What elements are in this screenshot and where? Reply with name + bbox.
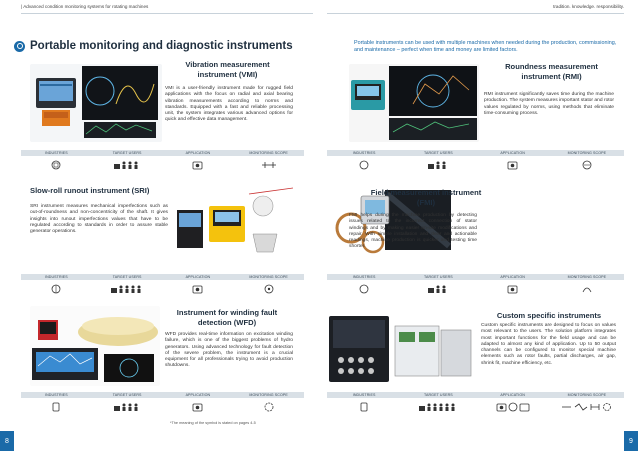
field-icon [581, 284, 593, 294]
machine-icon [507, 284, 519, 294]
csi-title: Custom specific instruments [496, 311, 602, 320]
vmi-icon-row [21, 158, 304, 172]
vmi-photo [30, 64, 162, 142]
fmi-title: Field measurement instrument (FMI) [370, 188, 482, 207]
wfd-photo [30, 306, 160, 386]
right-page [319, 0, 638, 451]
page-title: Portable monitoring and diagnostic instruments [30, 40, 293, 52]
sri-icon-row [21, 282, 304, 296]
roundness-icon [581, 160, 593, 170]
header-rule [21, 13, 313, 14]
phone-icon [360, 402, 368, 412]
target-icon [14, 41, 25, 52]
rmi-icon-row [327, 158, 624, 172]
wfd-body: WFD provides real-time information on excitation winding failure, which is one of the biggest problems of hydro generators. Using advanced technology for fault detection of the severe problem, the instrument is a crucial equipment for all professionals trying to avoid production shutdowns. [165, 332, 293, 369]
rmi-photo [349, 64, 479, 142]
phone-icon [52, 402, 60, 412]
users-icon [110, 284, 144, 294]
winding-icon [264, 402, 274, 412]
wfd-icon-row [21, 400, 304, 414]
hydro-icon [359, 284, 369, 294]
csi-category-bar: INDUSTRIES TARGET USERS APPLICATION MONITORING SCOPE [327, 392, 624, 398]
users-icon [427, 284, 449, 294]
vmi-category-bar: INDUSTRIES TARGET USERS APPLICATION MONITORING SCOPE [21, 150, 304, 156]
shaft-icon [262, 284, 276, 294]
rmi-title: Roundness measurement instrument (RMI) [505, 62, 598, 81]
fmi-body: FMI helps during the machine production by detecting issues related to the incorrect connection of stator windings and by making easier on-site modifications and repair. With simple installation and clear and actionable readings, machine production is quicker and testing time shorter. [349, 213, 477, 250]
csi-body: Custom specific instruments are designed to focus on values most relevant to the users. The solution platform integrates most important functions for the field usage and can be adapted to almost any kind of application. Up to 50 output channels can be configured to monitor special machine elements such as rotor faults, partial discharges, air gap, shrink fit, machine efficiency, etc. [481, 323, 616, 366]
csi-icon-row [327, 400, 624, 414]
users-icon [418, 402, 458, 412]
users-icon [113, 402, 141, 412]
users-icon [427, 160, 449, 170]
footnote: *The meaning of the symbol is stated on pages 4-5 [170, 421, 256, 425]
running-header-right: tradition. knowledge. responsibility. [553, 4, 624, 9]
sri-title: Slow-roll runout instrument (SRI) [30, 186, 150, 195]
machines-icon [496, 402, 530, 412]
scope-icons [561, 402, 613, 412]
wfd-category-bar: INDUSTRIES TARGET USERS APPLICATION MONITORING SCOPE [21, 392, 304, 398]
wfd-title: Instrument for winding fault detection (WFD) [176, 308, 278, 327]
hydro-icon [51, 284, 61, 294]
machine-icon [192, 160, 204, 170]
vmi-title: Vibration measurement instrument (VMI) [185, 60, 270, 79]
bearing-icon [261, 160, 277, 170]
rmi-category-bar: INDUSTRIES TARGET USERS APPLICATION MONITORING SCOPE [327, 150, 624, 156]
hydro-icon [51, 160, 61, 170]
sri-category-bar: INDUSTRIES TARGET USERS APPLICATION MONITORING SCOPE [21, 274, 304, 280]
page-number-left: 8 [0, 431, 14, 451]
header-rule [327, 13, 624, 14]
main-heading [14, 40, 293, 52]
rmi-body: RMI instrument significantly saves time during the machine production. The system measures important stator and rotor values regulated by norms, using methods that eliminate time-consuming process. [484, 92, 614, 116]
page-number-right: 9 [624, 431, 638, 451]
running-header-left: | Advanced condition monitoring systems for rotating machines [21, 4, 149, 9]
machine-icon [192, 402, 204, 412]
sri-photo [175, 182, 297, 262]
csi-photo [327, 308, 475, 388]
fmi-category-bar: INDUSTRIES TARGET USERS APPLICATION MONITORING SCOPE [327, 274, 624, 280]
sri-body: SRI instrument measures mechanical imperfections such as out-of-roundness and non-concentricity of the shaft. It gives insights into runout imperfections values that have to be regulated according to standards in order to assure stable generator operations. [30, 204, 168, 235]
hydro-icon [359, 160, 369, 170]
intro-text: Portable instruments can be used with multiple machines when needed during the production, commissioning, and maintenance – perfect when time and money are limited factors. [354, 40, 617, 53]
machine-icon [507, 160, 519, 170]
vmi-body: VMI is a user-friendly instrument made for rugged field applications with the focus on radial and axial bearing vibration measurements according to norms and standards. Equipped with a fast and reliable processing unit, the system integrates various advanced options for quick and effective data management. [165, 86, 293, 123]
machine-icon [192, 284, 204, 294]
fmi-icon-row [327, 282, 624, 296]
users-icon [113, 160, 141, 170]
